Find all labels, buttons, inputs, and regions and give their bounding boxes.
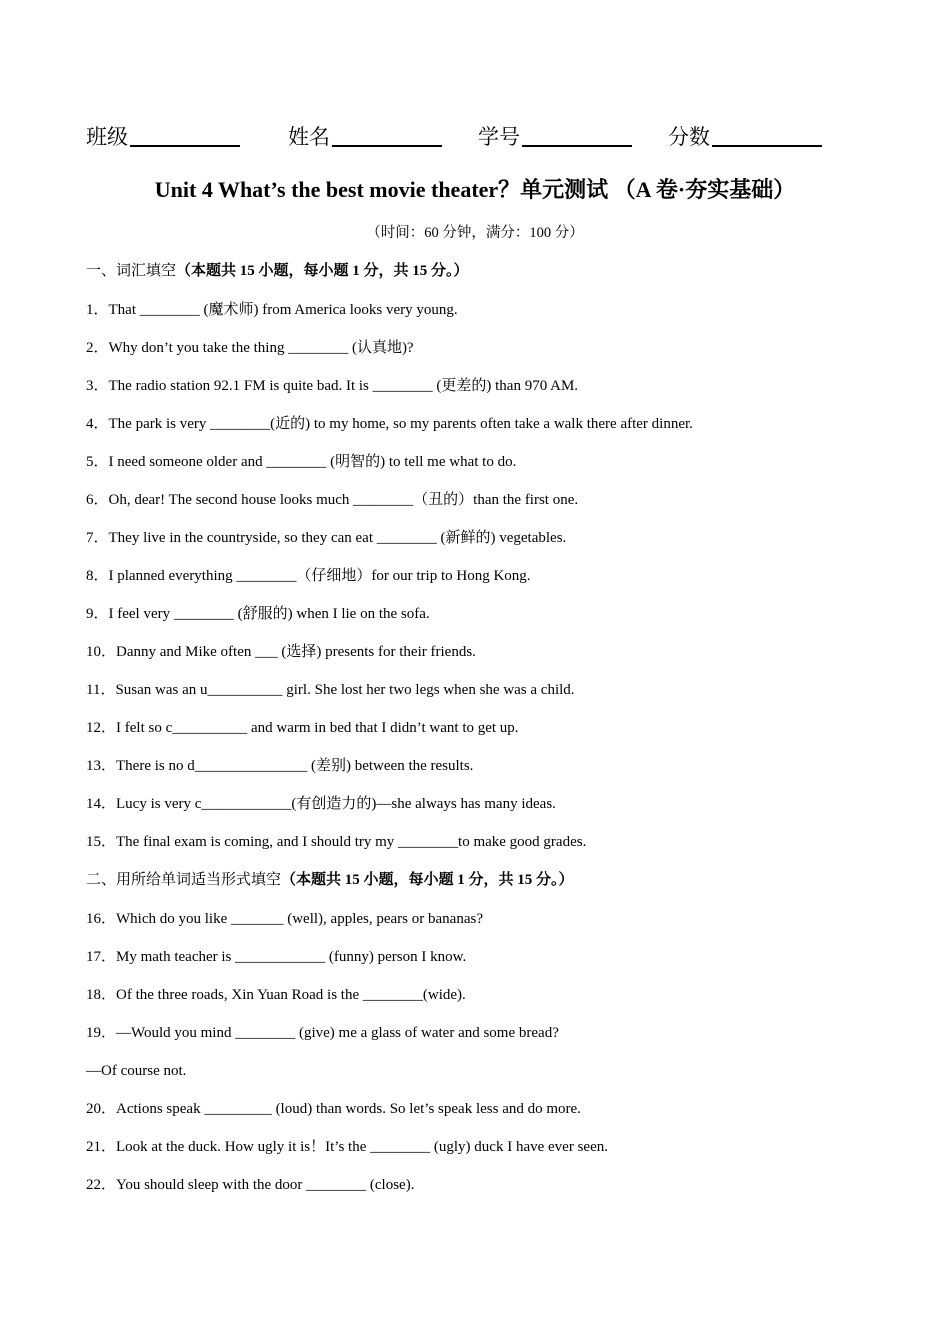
question-9: 9．I feel very ________ (舒服的) when I lie on the sofa. xyxy=(86,606,430,622)
score-label: 分数 xyxy=(668,125,710,149)
question-2: 2．Why don’t you take the thing ________ (认真地)? xyxy=(86,340,414,356)
section-heading-vocabulary xyxy=(86,260,469,282)
question-8: 8．I planned everything ________（仔细地）for our trip to Hong Kong. xyxy=(86,568,531,584)
question-14: 14．Lucy is very c____________(有创造力的)—she always has many ideas. xyxy=(86,796,556,812)
student-id-field xyxy=(478,122,632,152)
question-1: 1．That ________ (魔术师) from America looks very young. xyxy=(86,302,458,318)
class-field xyxy=(86,122,240,152)
question-10: 10．Danny and Mike often ___ (选择) presents for their friends. xyxy=(86,644,476,660)
question-4: 4．The park is very ________(近的) to my home, so my parents often take a walk there after dinner. xyxy=(86,416,693,432)
score-field xyxy=(668,122,822,152)
section-title: 一、词汇填空 xyxy=(86,263,177,279)
question-16: 16．Which do you like _______ (well), apples, pears or bananas? xyxy=(86,911,483,927)
name-label: 姓名 xyxy=(288,125,330,149)
exam-time-info: （时间：60 分钟，满分：100 分） xyxy=(366,225,584,241)
question-17: 17．My math teacher is ____________ (funny) person I know. xyxy=(86,949,467,965)
question-19: 19．—Would you mind ________ (give) me a glass of water and some bread? xyxy=(86,1025,559,1041)
question-3: 3．The radio station 92.1 FM is quite bad. It is ________ (更差的) than 970 AM. xyxy=(86,378,579,394)
section-scoring-info: （本题共 15 小题，每小题 1 分，共 15 分。） xyxy=(281,872,574,888)
class-blank[interactable] xyxy=(130,123,240,147)
student-id-label: 学号 xyxy=(478,125,520,149)
class-label: 班级 xyxy=(86,125,128,149)
name-field xyxy=(288,122,442,152)
question-13: 13．There is no d_______________ (差别) between the results. xyxy=(86,758,474,774)
student-info-row xyxy=(86,122,846,156)
section-title: 二、用所给单词适当形式填空 xyxy=(86,872,282,888)
question-7: 7．They live in the countryside, so they can eat ________ (新鲜的) vegetables. xyxy=(86,530,567,546)
page-title: Unit 4 What’s the best movie theater？单元测试 （A 卷·夯实基础） xyxy=(154,177,796,202)
question-12: 12．I felt so c__________ and warm in bed that I didn’t want to get up. xyxy=(86,720,519,736)
question-21: 21．Look at the duck. How ugly it is！It’s the ________ (ugly) duck I have ever seen. xyxy=(86,1139,608,1155)
name-blank[interactable] xyxy=(332,123,442,147)
question-20: 20．Actions speak _________ (loud) than words. So let’s speak less and do more. xyxy=(86,1101,581,1117)
question-11: 11．Susan was an u__________ girl. She lost her two legs when she was a child. xyxy=(86,682,575,698)
section-scoring-info: （本题共 15 小题，每小题 1 分，共 15 分。） xyxy=(176,263,469,279)
question-19-reply: —Of course not. xyxy=(86,1063,187,1079)
question-5: 5．I need someone older and ________ (明智的) to tell me what to do. xyxy=(86,454,517,470)
question-18: 18．Of the three roads, Xin Yuan Road is the ________(wide). xyxy=(86,987,466,1003)
question-22: 22．You should sleep with the door ________ (close). xyxy=(86,1177,415,1193)
score-blank[interactable] xyxy=(712,123,822,147)
section-heading-word-forms xyxy=(86,869,574,891)
question-15: 15．The final exam is coming, and I should try my ________to make good grades. xyxy=(86,834,587,850)
student-id-blank[interactable] xyxy=(522,123,632,147)
question-6: 6．Oh, dear! The second house looks much ________（丑的）than the first one. xyxy=(86,492,579,508)
